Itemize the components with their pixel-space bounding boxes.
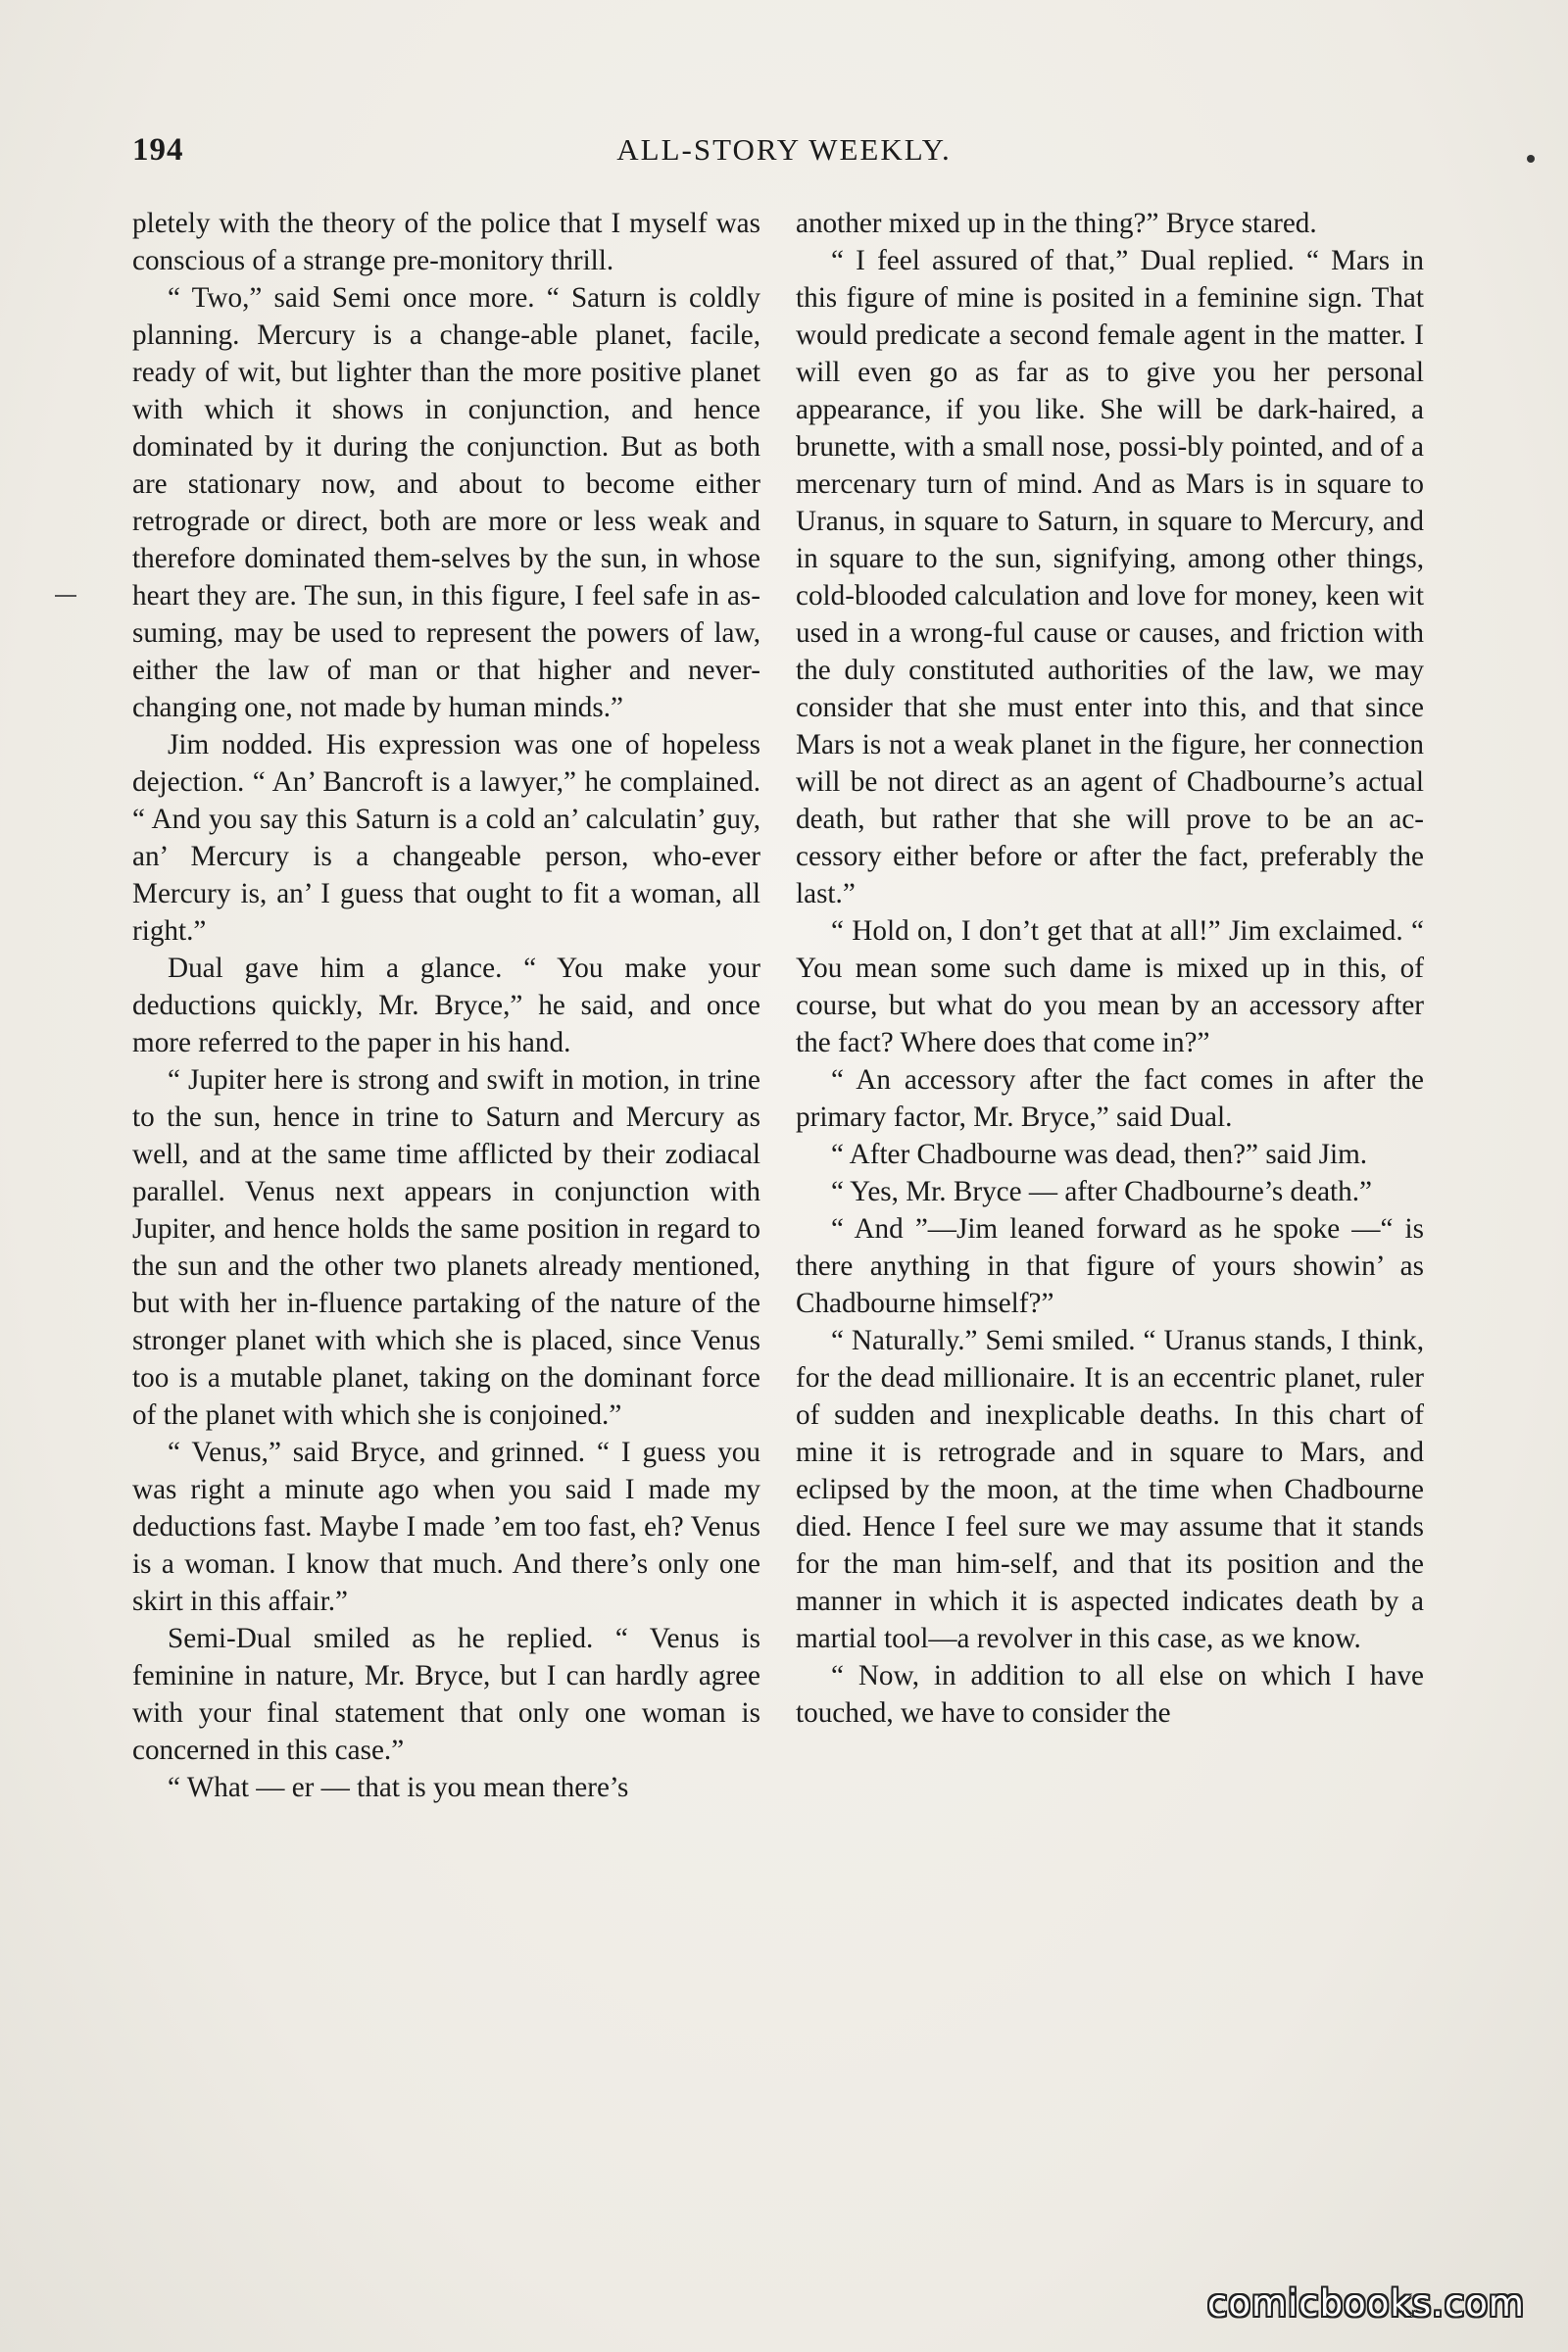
- paragraph: another mixed up in the thing?” Bryce stared.: [796, 208, 1317, 239]
- page-number: 194: [132, 132, 184, 168]
- page-header: [132, 132, 1436, 181]
- paragraph: “ Now, in addition to all else on which I have touched, we have to consider the: [796, 1660, 1424, 1729]
- watermark-text: comicbooks.com: [1207, 2282, 1525, 2325]
- right-column: [796, 205, 1424, 1732]
- paragraph: “ Naturally.” Semi smiled. “ Uranus stands, I think, for the dead millionaire. It is an eccentric planet, ruler of sudden and inexplicable deaths. In this chart of mine it is retrograde and in square to Mars, and eclipsed by the moon, at the time when Chadbourne died. Hence I feel sure we may assume that it stands for the man him-self, and that its position and the manner in which it is aspected indicates death by a martial tool—a revolver in this case, as we know.: [796, 1325, 1424, 1654]
- paragraph: “ I feel assured of that,” Dual replied. “ Mars in this figure of mine is posited in a feminine sign. That would predicate a second female agent in the matter. I will even go as far as to give you her personal appearance, if you like. She will be dark-haired, a brunette, with a small nose, possi-bly pointed, and of a mercenary turn of mind. And as Mars is in square to Uranus, in square to Saturn, in square to Mercury, and in square to the sun, signifying, among other things, cold-blooded calculation and love for money, keen wit used in a wrong-ful cause or causes, and friction with the duly constituted authorities of the law, we may consider that she must enter into this, and that since Mars is not a weak planet in the figure, her connection will be not direct as an agent of Chadbourne’s actual death, but rather that she will prove to be an ac-cessory either before or after the fact, preferably the last.”: [796, 245, 1424, 909]
- paragraph: “ After Chadbourne was dead, then?” said Jim.: [831, 1139, 1368, 1170]
- running-title: ALL-STORY WEEKLY.: [616, 132, 952, 167]
- paragraph: “ Two,” said Semi once more. “ Saturn is coldly planning. Mercury is a change-able planet, facile, ready of wit, but lighter than the more positive planet with which it shows in conjunction, and hence dominated by it during the conjunction. But as both are stationary now, and about to become either retrograde or direct, both are more or less weak and therefore dominated them-selves by the sun, in whose heart they are. The sun, in this figure, I feel safe in as-suming, may be used to represent the powers of law, either the law of man or that higher and never-changing one, not made by human minds.”: [132, 282, 760, 723]
- paragraph: Semi-Dual smiled as he replied. “ Venus is feminine in nature, Mr. Bryce, but I can hardly agree with your final statement that only one woman is concerned in this case.”: [132, 1623, 760, 1766]
- paragraph: “ And ”—Jim leaned forward as he spoke —“ is there anything in that figure of yours showin’ as Chadbourne himself?”: [796, 1213, 1424, 1319]
- margin-mark: [55, 595, 76, 597]
- paragraph: “ Yes, Mr. Bryce — after Chadbourne’s death.”: [831, 1176, 1372, 1207]
- paragraph: “ Hold on, I don’t get that at all!” Jim exclaimed. “ You mean some such dame is mixed up in this, of course, but what do you mean by an accessory after the fact? Where does that come in?”: [796, 915, 1424, 1058]
- ink-speck: [1527, 155, 1535, 163]
- paragraph: Jim nodded. His expression was one of hopeless dejection. “ An’ Bancroft is a lawyer,” he complained. “ And you say this Saturn is a cold an’ calculatin’ guy, an’ Mercury is a changeable person, who-ever Mercury is, an’ I guess that ought to fit a woman, all right.”: [132, 729, 760, 947]
- paragraph: pletely with the theory of the police that I myself was conscious of a strange pre-monitory thrill.: [132, 208, 760, 276]
- paragraph: “ What — er — that is you mean there’s: [168, 1772, 629, 1803]
- paragraph: “ Venus,” said Bryce, and grinned. “ I guess you was right a minute ago when you said I made my deductions fast. Maybe I made ’em too fast, eh? Venus is a woman. I know that much. And there’s only one skirt in this affair.”: [132, 1437, 760, 1617]
- paragraph: “ Jupiter here is strong and swift in motion, in trine to the sun, hence in trine to Saturn and Mercury as well, and at the same time afflicted by their zodiacal parallel. Venus next appears in conjunction with Jupiter, and hence holds the same position in regard to the sun and the other two planets already mentioned, but with her in-fluence partaking of the nature of the stronger planet with which she is placed, since Venus too is a mutable planet, taking on the dominant force of the planet with which she is conjoined.”: [132, 1064, 760, 1431]
- paragraph: Dual gave him a glance. “ You make your deductions quickly, Mr. Bryce,” he said, and once more referred to the paper in his hand.: [132, 953, 760, 1058]
- paragraph: “ An accessory after the fact comes in after the primary factor, Mr. Bryce,” said Dual.: [796, 1064, 1424, 1133]
- left-column: [132, 205, 760, 1806]
